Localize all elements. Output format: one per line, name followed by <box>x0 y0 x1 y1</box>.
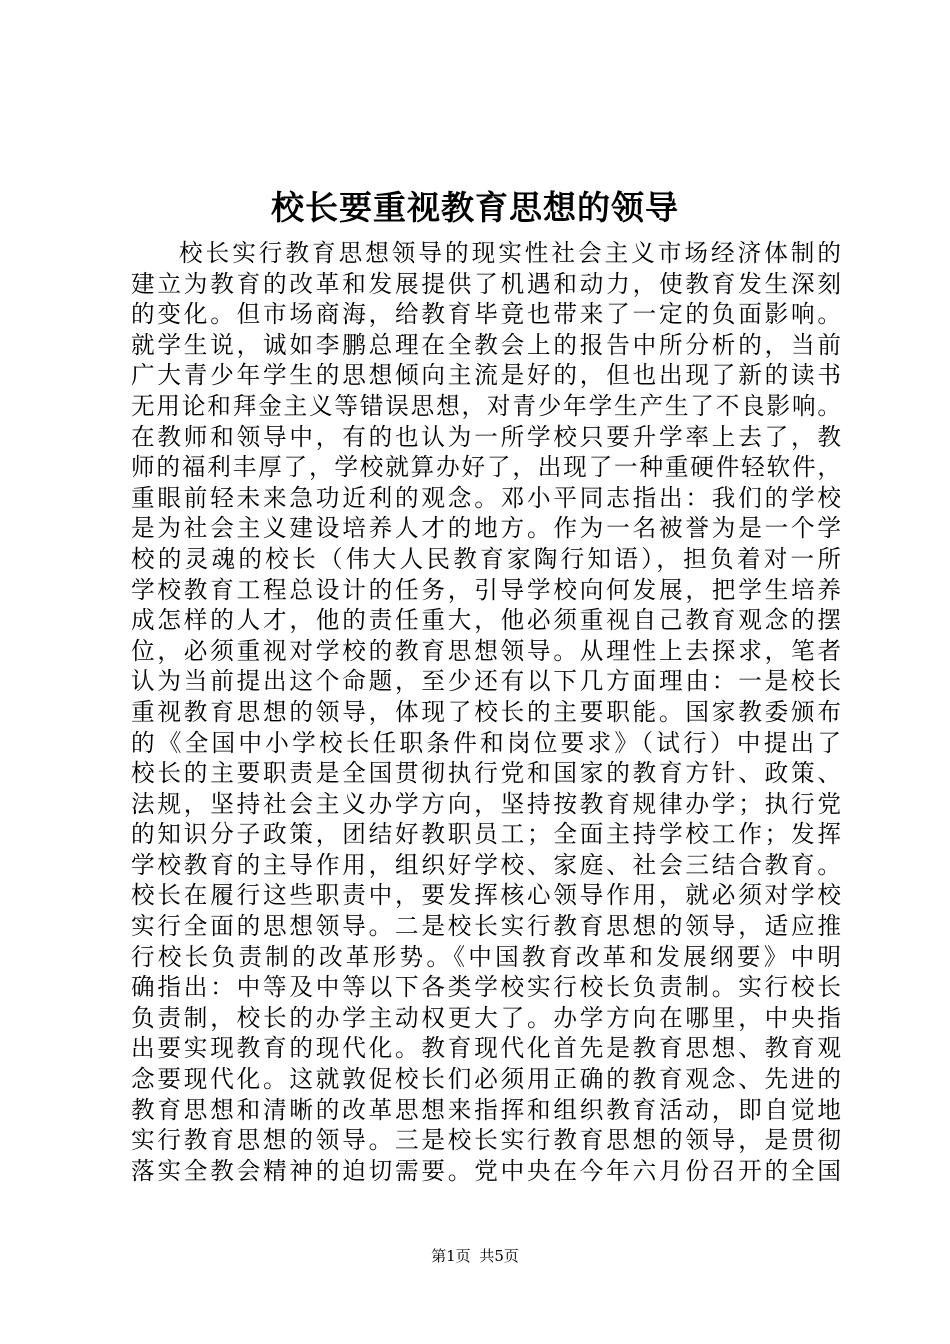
body-line-11: 校的灵魂的校长（伟大人民教育家陶行知语），担负着对一所 <box>131 544 841 573</box>
body-line-17: 的《全国中小学校长任职条件和岗位要求》（试行）中提出了 <box>131 728 841 757</box>
body-line-31: 落实全教会精神的迫切需要。党中央在今年六月份召开的全国 <box>131 1156 841 1185</box>
body-line-27: 出要实现教育的现代化。教育现代化首先是教育思想、教育观 <box>131 1034 841 1063</box>
body-line-3: 的变化。但市场商海，给教育毕竟也带来了一定的负面影响。 <box>131 300 841 329</box>
document-title: 校长要重视教育思想的领导 <box>271 188 679 227</box>
body-line-2: 建立为教育的改革和发展提供了机遇和动力，使教育发生深刻 <box>131 269 841 298</box>
body-line-5: 广大青少年学生的思想倾向主流是好的，但也出现了新的读书 <box>131 361 841 390</box>
body-line-4: 就学生说，诚如李鹏总理在全教会上的报告中所分析的，当前 <box>131 330 841 359</box>
body-line-22: 校长在履行这些职责中，要发挥核心领导作用，就必须对学校 <box>131 881 841 910</box>
body-line-15: 认为当前提出这个命题，至少还有以下几方面理由：一是校长 <box>131 667 841 696</box>
body-line-23: 实行全面的思想领导。二是校长实行教育思想的领导，适应推 <box>131 912 841 941</box>
body-line-8: 师的福利丰厚了，学校就算办好了，出现了一种重硬件轻软件， <box>131 453 841 482</box>
body-line-20: 的知识分子政策，团结好教职员工；全面主持学校工作；发挥 <box>131 820 841 849</box>
body-line-14: 位，必须重视对学校的教育思想领导。从理性上去探求，笔者 <box>131 636 841 665</box>
document-body <box>131 238 841 1186</box>
body-line-30: 实行教育思想的领导。三是校长实行教育思想的领导，是贯彻 <box>131 1126 841 1155</box>
body-line-19: 法规，坚持社会主义办学方向，坚持按教育规律办学；执行党 <box>131 789 841 818</box>
page-footer <box>0 1246 950 1266</box>
page-number: 第1页 <box>431 1247 471 1265</box>
body-line-1: 校长实行教育思想领导的现实性社会主义市场经济体制的 <box>179 239 841 267</box>
body-line-26: 负责制，校长的办学主动权更大了。办学方向在哪里，中央指 <box>131 1003 841 1032</box>
body-line-13: 成怎样的人才，他的责任重大，他必须重视自己教育观念的摆 <box>131 606 841 635</box>
body-line-10: 是为社会主义建设培养人才的地方。作为一名被誉为是一个学 <box>131 514 841 543</box>
body-line-28: 念要现代化。这就敦促校长们必须用正确的教育观念、先进的 <box>131 1065 841 1094</box>
body-line-25: 确指出：中等及中等以下各类学校实行校长负责制。实行校长 <box>131 973 841 1002</box>
body-line-9: 重眼前轻未来急功近利的观念。邓小平同志指出：我们的学校 <box>131 483 841 512</box>
body-line-21: 学校教育的主导作用，组织好学校、家庭、社会三结合教育。 <box>131 850 841 879</box>
body-line-24: 行校长负责制的改革形势。《中国教育改革和发展纲要》中明 <box>131 942 841 971</box>
body-line-12: 学校教育工程总设计的任务，引导学校向何发展，把学生培养 <box>131 575 841 604</box>
body-line-29: 教育思想和清晰的改革思想来指挥和组织教育活动，即自觉地 <box>131 1095 841 1124</box>
body-line-7: 在教师和领导中，有的也认为一所学校只要升学率上去了，教 <box>131 422 841 451</box>
body-line-16: 重视教育思想的领导，体现了校长的主要职能。国家教委颁布 <box>131 697 841 726</box>
body-line-6: 无用论和拜金主义等错误思想，对青少年学生产生了不良影响。 <box>131 391 841 420</box>
body-line-18: 校长的主要职责是全国贯彻执行党和国家的教育方针、政策、 <box>131 759 841 788</box>
page-total: 共5页 <box>479 1247 519 1265</box>
